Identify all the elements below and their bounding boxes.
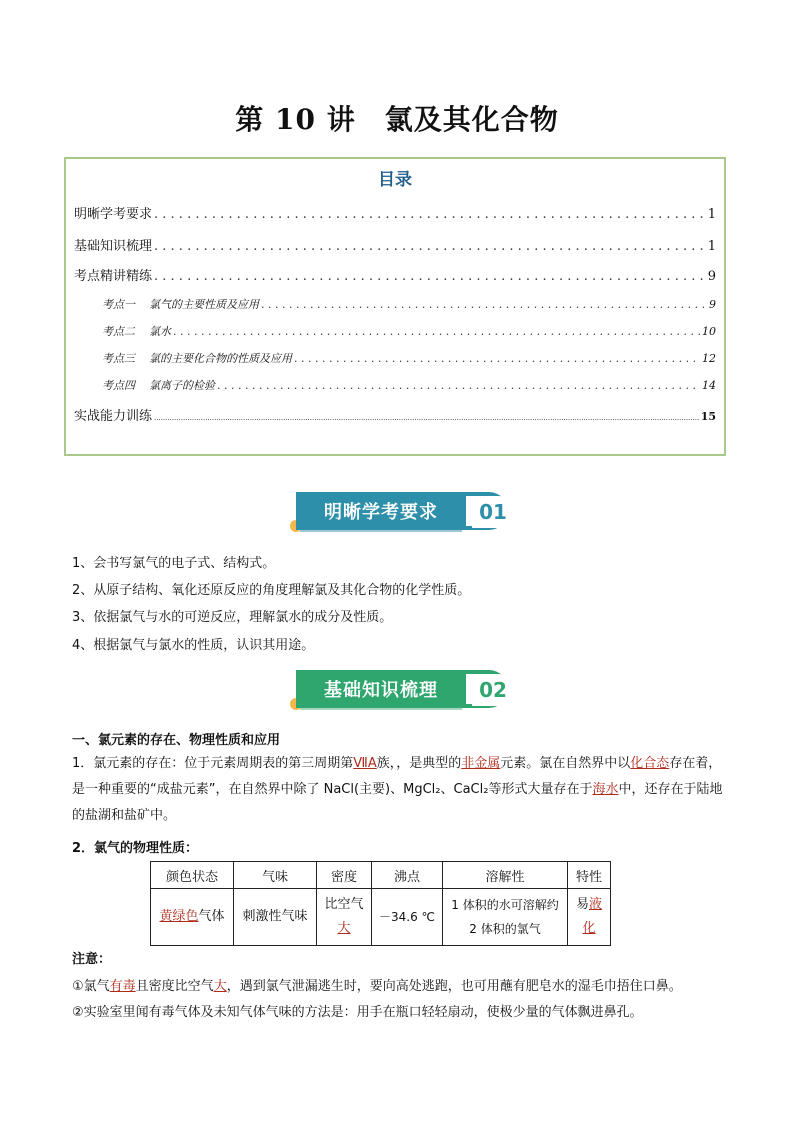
paragraph-chlorine-occurrence bbox=[72, 751, 732, 829]
note-item: ②实验室里闻有毒气体及未知气体气味的方法是：用手在瓶口轻轻扇动，使极少量的气体飘进鼻孔。 bbox=[72, 1005, 643, 1020]
toc-entry[interactable] bbox=[74, 203, 716, 222]
table-cell: 刺激性气味 bbox=[234, 889, 317, 946]
toc-sub-page: 14 bbox=[702, 379, 716, 392]
banner-label: 基础知识梳理 bbox=[296, 670, 466, 708]
column-header: 溶解性 bbox=[443, 862, 568, 889]
fill-blank-answer: 非金属 bbox=[461, 756, 501, 771]
toc-sub-key: 考点二 bbox=[102, 325, 135, 338]
note-item bbox=[72, 975, 682, 994]
text: ，遇到氯气泄漏逃生时，要向高处逃跑，也可用蘸有肥皂水的湿毛巾捂住口鼻。 bbox=[226, 979, 682, 994]
toc-sub-key: 考点一 bbox=[102, 298, 135, 311]
toc-leader bbox=[217, 379, 700, 392]
toc-sub-label: 氯的主要化合物的性质及应用 bbox=[149, 352, 292, 365]
text: 易 bbox=[575, 897, 589, 912]
fill-blank-answer: 黄绿色 bbox=[159, 909, 199, 924]
chlorine-properties-table bbox=[150, 861, 611, 946]
table-header-row bbox=[151, 862, 611, 889]
toc-entry-page: 1 bbox=[707, 239, 716, 254]
toc-sub-key: 考点四 bbox=[102, 379, 135, 392]
table-cell bbox=[317, 889, 372, 946]
column-header: 颜色状态 bbox=[151, 862, 234, 889]
toc-entry-page: 15 bbox=[700, 410, 716, 423]
toc-sub-label: 氯水 bbox=[149, 325, 171, 338]
toc-entry[interactable] bbox=[74, 405, 716, 424]
toc-leader bbox=[154, 239, 706, 254]
toc-sub-entry[interactable] bbox=[102, 323, 716, 339]
text: 比空气 bbox=[324, 897, 364, 912]
toc-leader bbox=[261, 298, 707, 311]
requirement-item: 4、根据氯气与氯水的性质，认识其用途。 bbox=[72, 638, 315, 653]
fill-blank-answer: 大 bbox=[213, 979, 227, 994]
toc-entry-label: 基础知识梳理 bbox=[74, 239, 153, 254]
banner-label: 明晰学考要求 bbox=[296, 492, 466, 530]
table-cell: －34.6 ℃ bbox=[372, 889, 443, 946]
text: 中，还存在于陆地的盐湖和盐矿中。 bbox=[72, 782, 723, 823]
toc-sub-page: 10 bbox=[702, 325, 716, 338]
text: 存在着，是一种重要的“成盐元素”，在自然界中除了 NaCl(主要)、MgCl₂、CaCl₂等形式大量存在于 bbox=[72, 756, 722, 797]
toc-entry[interactable] bbox=[74, 265, 716, 284]
text: 族，，是典型的 bbox=[376, 756, 462, 771]
fill-blank-answer: 化合态 bbox=[630, 756, 670, 771]
toc-sub-page: 12 bbox=[702, 352, 716, 365]
fill-blank-answer: ⅦA bbox=[353, 756, 377, 771]
table-cell bbox=[151, 889, 234, 946]
requirement-item: 1、会书写氯气的电子式、结构式。 bbox=[72, 556, 276, 571]
toc-leader bbox=[154, 269, 706, 284]
text: ①氯气 bbox=[72, 979, 110, 994]
text: 1．氯元素的存在：位于元素周期表的第三周期第 bbox=[72, 756, 354, 771]
toc-entry-label: 明晰学考要求 bbox=[74, 207, 153, 222]
toc-leader bbox=[154, 207, 706, 222]
toc-sub-entry[interactable] bbox=[102, 377, 716, 393]
toc-heading: 目录 bbox=[378, 170, 412, 190]
table-cell bbox=[568, 889, 611, 946]
toc-sub-key: 考点三 bbox=[102, 352, 135, 365]
banner-number: 02 bbox=[472, 674, 514, 706]
toc-sub-entry[interactable] bbox=[102, 296, 716, 312]
page-title: 第 10 讲 氯及其化合物 bbox=[235, 103, 559, 136]
toc-entry-label: 考点精讲精练 bbox=[74, 269, 153, 284]
column-header: 密度 bbox=[317, 862, 372, 889]
toc-entry-label: 实战能力训练 bbox=[74, 409, 153, 424]
notes-heading: 注意： bbox=[72, 952, 112, 967]
toc-sub-label: 氯离子的检验 bbox=[149, 379, 215, 392]
banner-number: 01 bbox=[472, 496, 514, 528]
fill-blank-answer: 有毒 bbox=[109, 979, 136, 994]
toc-sub-label: 氯气的主要性质及应用 bbox=[149, 298, 259, 311]
subsection-heading: 2．氯气的物理性质： bbox=[72, 841, 199, 856]
fill-blank-answer: 液化 bbox=[582, 897, 603, 936]
toc-entry-page: 1 bbox=[707, 207, 716, 222]
text: 且密度比空气 bbox=[135, 979, 214, 994]
table-of-contents bbox=[64, 157, 726, 456]
toc-sub-entry[interactable] bbox=[102, 350, 716, 366]
toc-leader bbox=[154, 409, 699, 424]
fill-blank-answer: 海水 bbox=[592, 782, 619, 797]
fill-blank-answer: 大 bbox=[337, 921, 351, 936]
table-cell: 1 体积的水可溶解约 2 体积的氯气 bbox=[443, 889, 568, 946]
toc-leader bbox=[294, 352, 700, 365]
requirement-item: 3、依据氯气与水的可逆反应，理解氯水的成分及性质。 bbox=[72, 610, 393, 625]
section-heading: 一、氯元素的存在、物理性质和应用 bbox=[72, 733, 281, 748]
text: 元素。氯在自然界中以 bbox=[500, 756, 631, 771]
column-header: 特性 bbox=[568, 862, 611, 889]
toc-sub-page: 9 bbox=[709, 298, 716, 311]
toc-leader bbox=[173, 325, 700, 338]
text: 气体 bbox=[198, 909, 225, 924]
column-header: 气味 bbox=[234, 862, 317, 889]
toc-entry[interactable] bbox=[74, 235, 716, 254]
toc-entry-page: 9 bbox=[707, 269, 716, 284]
table-row bbox=[151, 889, 611, 946]
requirement-item: 2、从原子结构、氧化还原反应的角度理解氯及其化合物的化学性质。 bbox=[72, 583, 471, 598]
column-header: 沸点 bbox=[372, 862, 443, 889]
